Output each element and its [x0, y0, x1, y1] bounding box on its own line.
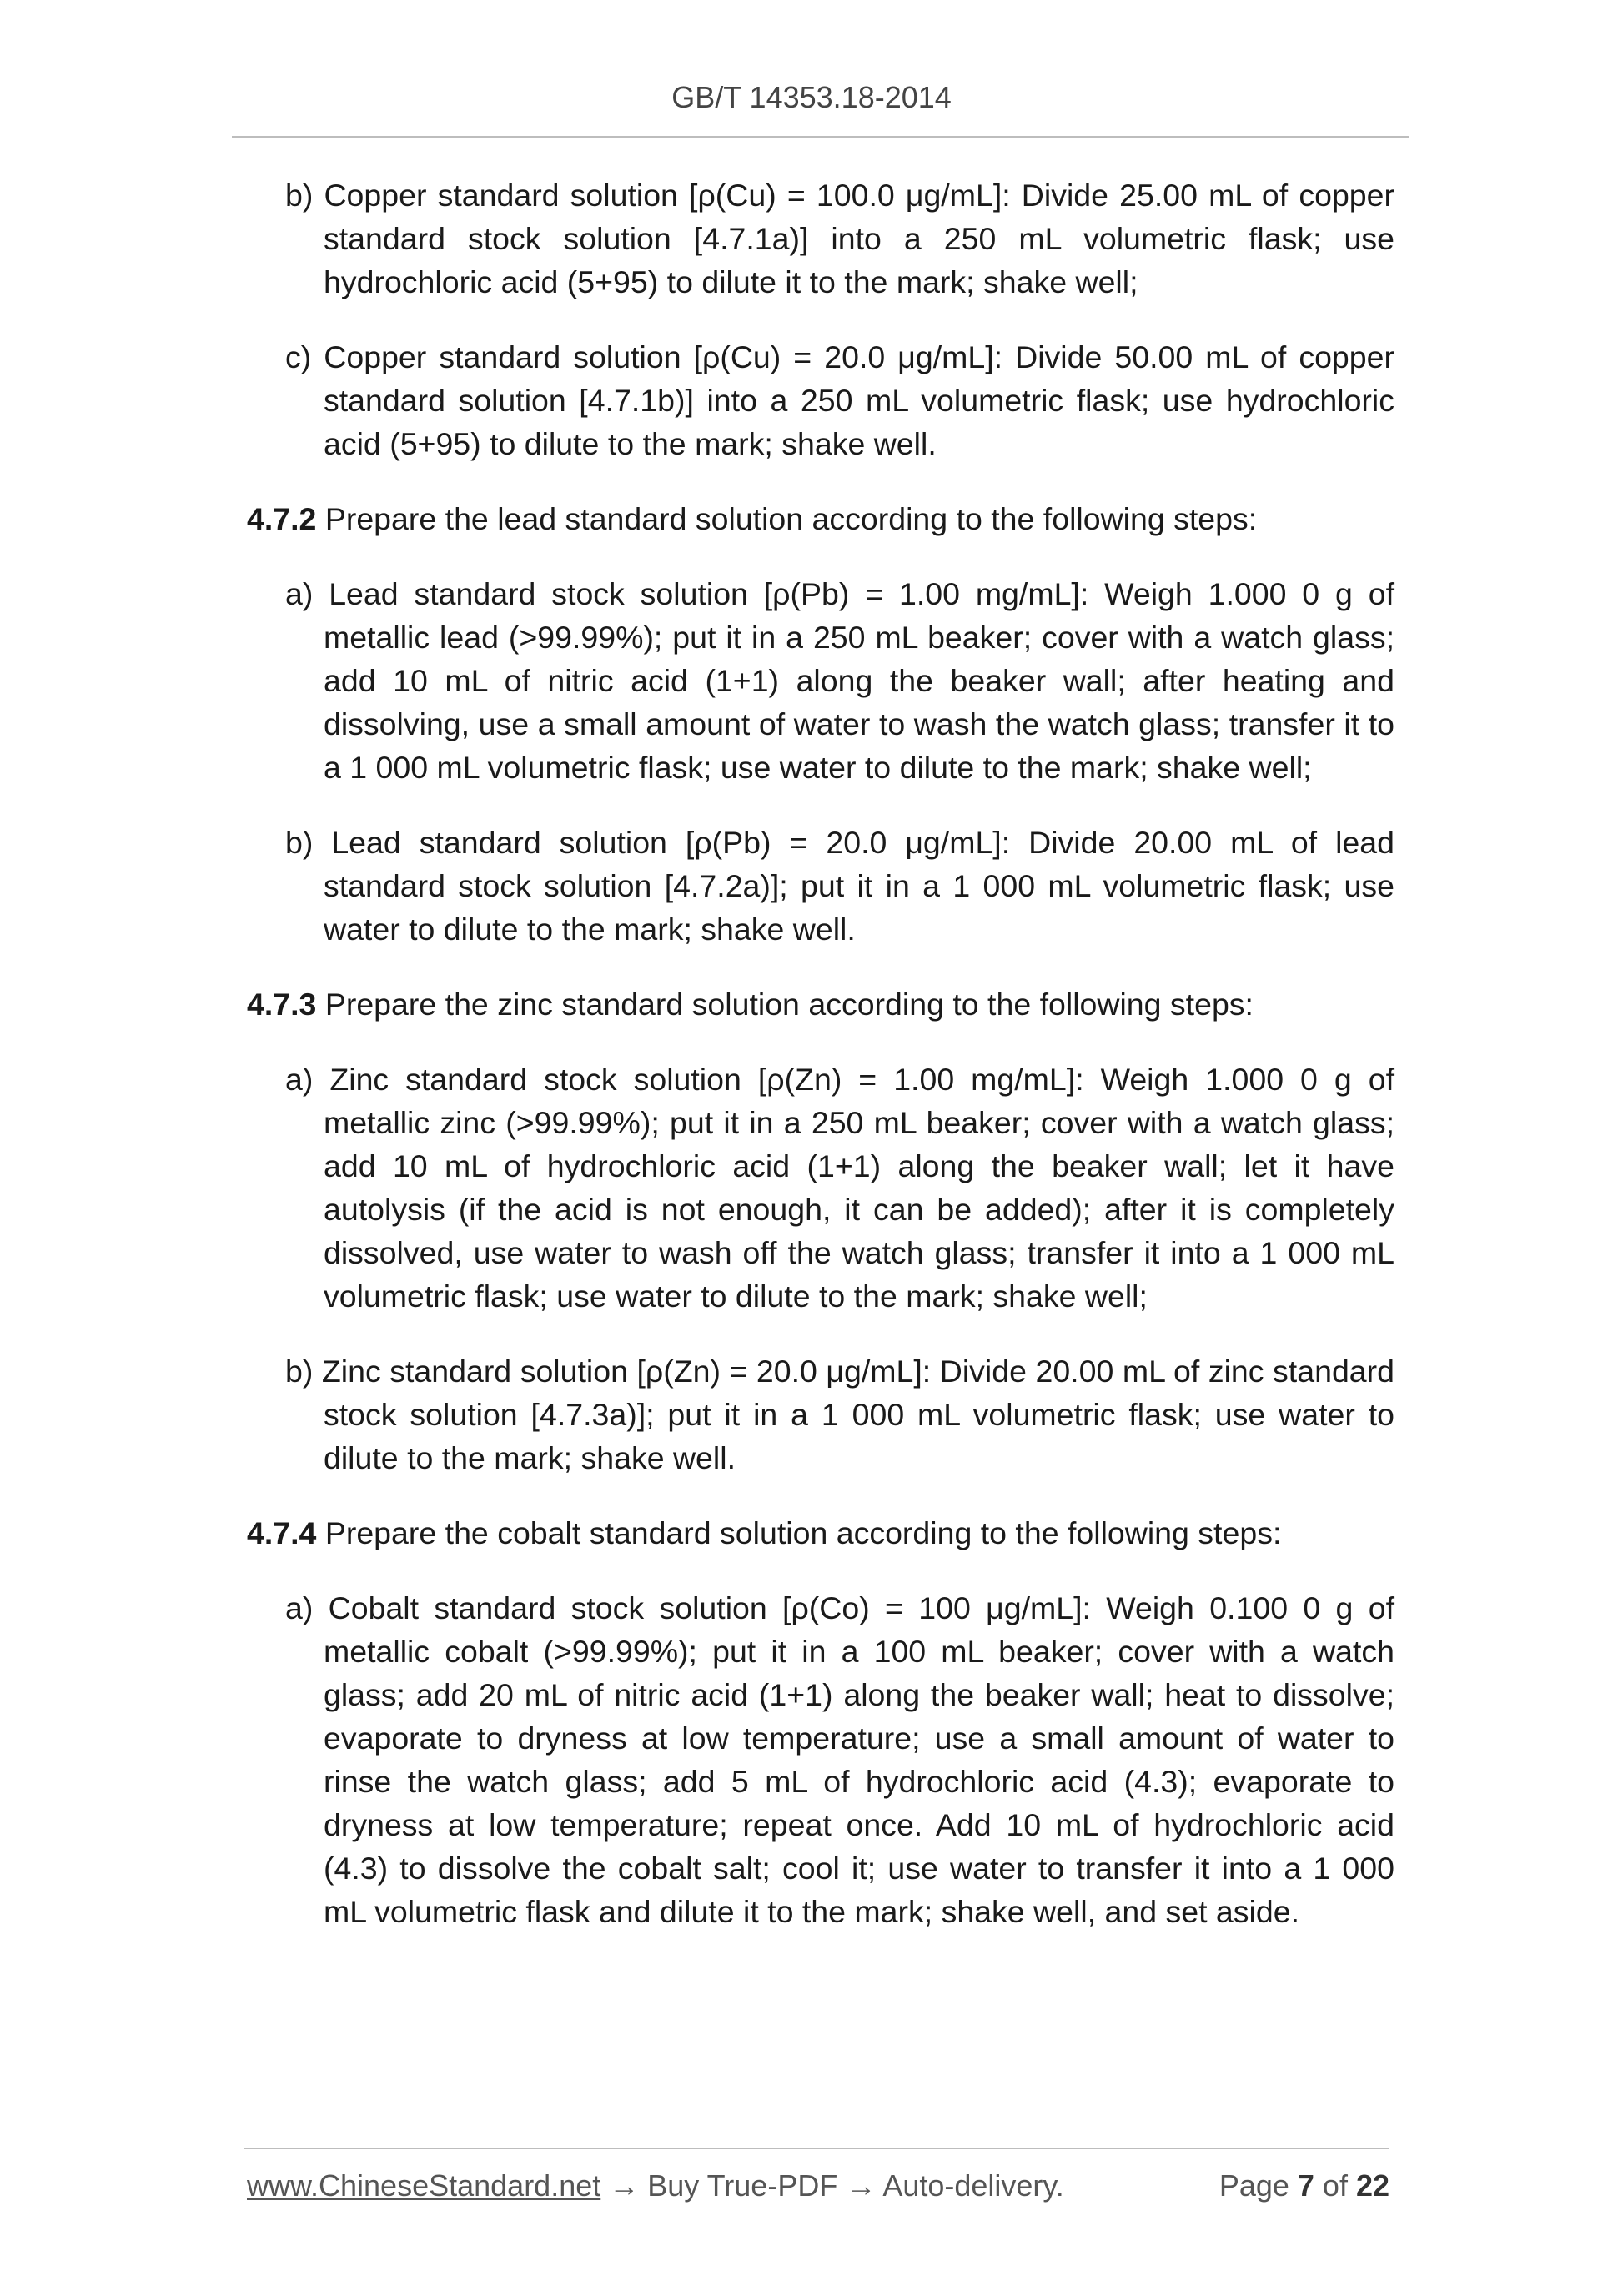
- item-zinc-b: b) Zinc standard solution [ρ(Zn) = 20.0 μg/mL]: Divide 20.00 mL of zinc standard stock solution [4.7.3a)]; put it in a 1 000 mL volumetric flask; use water to dilute to the mark; shake well.: [285, 1354, 1394, 1475]
- page-indicator: [1219, 2168, 1389, 2203]
- item-lead-a: a) Lead standard stock solution [ρ(Pb) = 1.00 mg/mL]: Weigh 1.000 0 g of metallic lead (>99.99%); put it in a 250 mL beaker; cover with a watch glass; add 10 mL of nitric acid (1+1) along the beaker wall; after heating and dissolving, use a small amount of water to wash the watch glass; transfer it to a 1 000 mL volumetric flask; use water to dilute to the mark; shake well;: [285, 576, 1394, 785]
- clause-number: 4.7.3: [247, 987, 317, 1022]
- item-lead-b: b) Lead standard solution [ρ(Pb) = 20.0 μg/mL]: Divide 20.00 mL of lead standard stock solution [4.7.2a)]; put it in a 1 000 mL volumetric flask; use water to dilute to the mark; shake well.: [285, 825, 1394, 947]
- page-word: Page: [1219, 2168, 1298, 2203]
- header-divider: [232, 136, 1409, 138]
- clause-text: Prepare the zinc standard solution according to the following steps:: [316, 987, 1254, 1022]
- item-copper-c: c) Copper standard solution [ρ(Cu) = 20.0 μg/mL]: Divide 50.00 mL of copper standard solution [4.7.1b)] into a 250 mL volumetric flask; use hydrochloric acid (5+95) to dilute to the mark; shake well.: [285, 339, 1394, 461]
- page-total: 22: [1355, 2168, 1389, 2203]
- footer-tagline: → Buy True-PDF → Auto-delivery.: [600, 2168, 1064, 2203]
- document-body: [247, 173, 1394, 1933]
- clause-text: Prepare the cobalt standard solution according to the following steps:: [316, 1515, 1282, 1550]
- clause-text: Prepare the lead standard solution according to the following steps:: [316, 501, 1258, 536]
- item-zinc-a: a) Zinc standard stock solution [ρ(Zn) = 1.00 mg/mL]: Weigh 1.000 0 g of metallic zinc (>99.99%); put it in a 250 mL beaker; cover with a watch glass; add 10 mL of hydrochloric acid (1+1) along the beaker wall; let it have autolysis (if the acid is not enough, it can be added); after it is completely dissolved, use water to wash off the watch glass; transfer it into a 1 000 mL volumetric flask; use water to dilute to the mark; shake well;: [285, 1062, 1394, 1314]
- clause-4-7-3: [247, 982, 1394, 1026]
- clause-4-7-2: [247, 497, 1394, 540]
- page-header-doc-id: GB/T 14353.18-2014: [671, 80, 952, 114]
- website-link[interactable]: www.ChineseStandard.net: [247, 2168, 601, 2203]
- of-word: of: [1314, 2168, 1356, 2203]
- footer-left: [247, 2168, 1064, 2203]
- footer-divider: [244, 2148, 1389, 2149]
- clause-4-7-4: [247, 1511, 1394, 1555]
- item-cobalt-a: a) Cobalt standard stock solution [ρ(Co) = 100 μg/mL]: Weigh 0.100 0 g of metallic cobalt (>99.99%); put it in a 100 mL beaker; cover with a watch glass; add 20 mL of nitric acid (1+1) along the beaker wall; heat to dissolve; evaporate to dryness at low temperature; use a small amount of water to rinse the watch glass; add 5 mL of hydrochloric acid (4.3); evaporate to dryness at low temperature; repeat once. Add 10 mL of hydrochloric acid (4.3) to dissolve the cobalt salt; cool it; use water to transfer it into a 1 000 mL volumetric flask and dilute it to the mark; shake well, and set aside.: [285, 1590, 1394, 1929]
- item-copper-b: b) Copper standard solution [ρ(Cu) = 100.0 μg/mL]: Divide 25.00 mL of copper standard stock solution [4.7.1a)] into a 250 mL volumetric flask; use hydrochloric acid (5+95) to dilute it to the mark; shake well;: [285, 178, 1394, 299]
- clause-number: 4.7.4: [247, 1515, 317, 1550]
- page-number: 7: [1297, 2168, 1314, 2203]
- clause-number: 4.7.2: [247, 501, 317, 536]
